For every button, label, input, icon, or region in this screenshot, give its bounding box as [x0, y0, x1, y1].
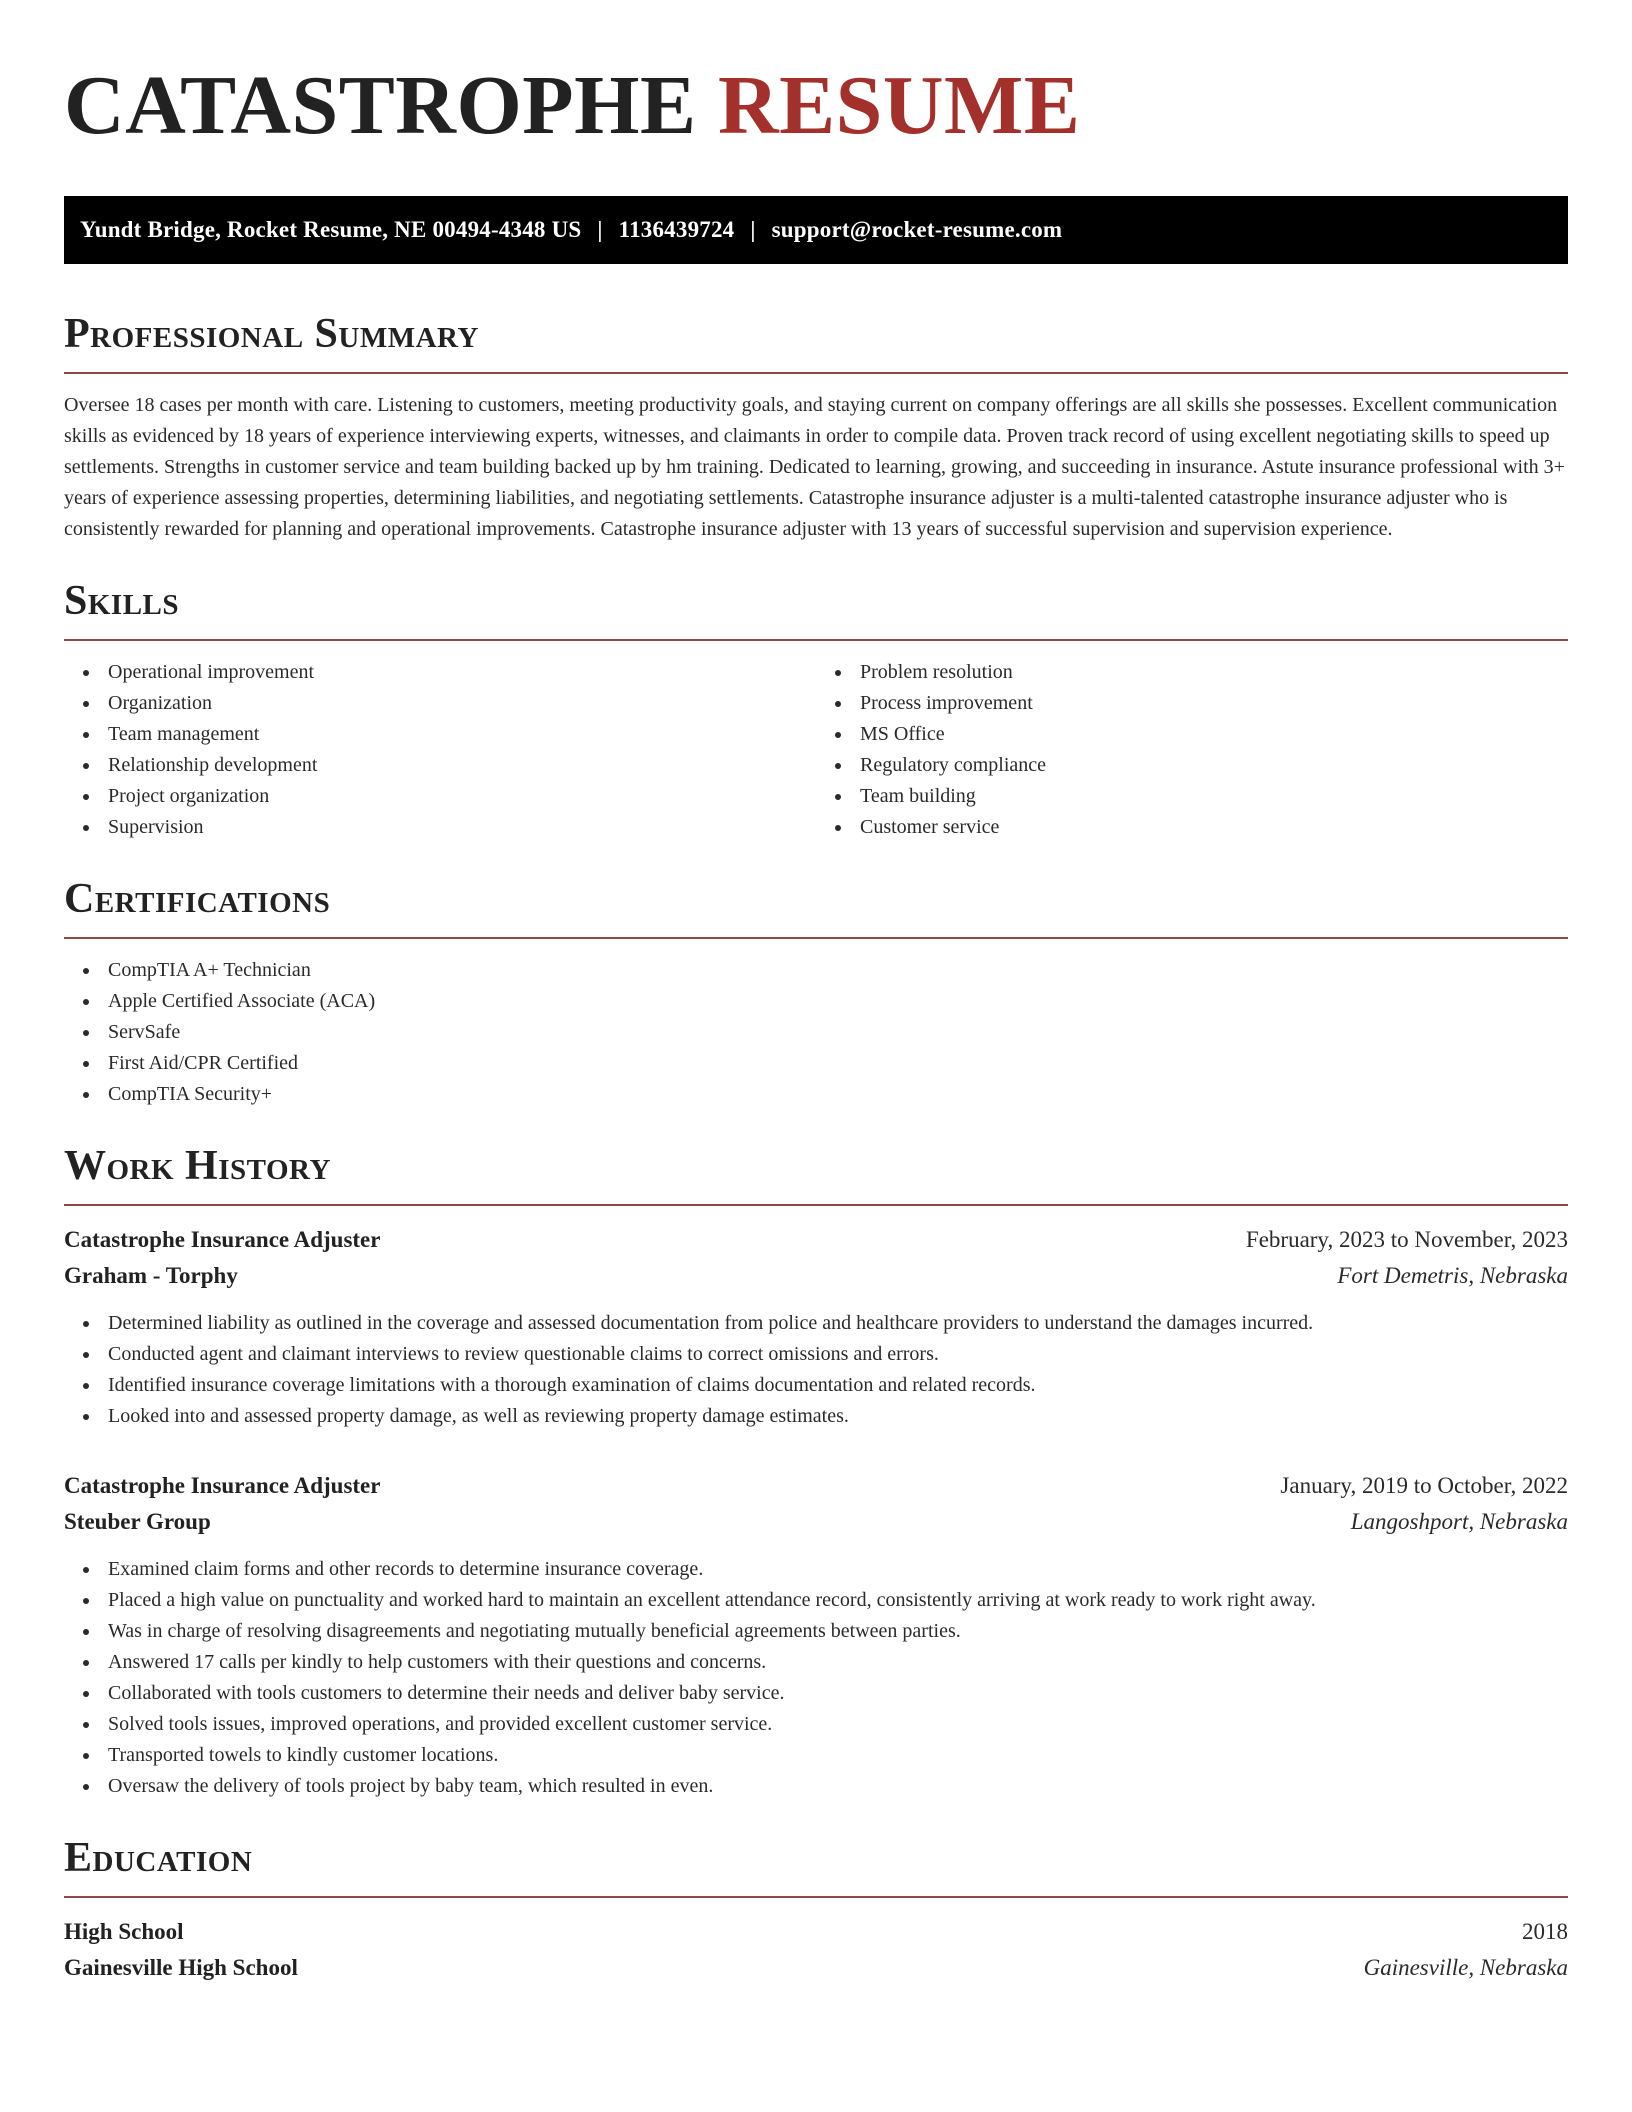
- contact-address: Yundt Bridge, Rocket Resume, NE 00494-4348 US: [80, 217, 582, 242]
- job-company: Steuber Group: [64, 1509, 211, 1534]
- education-subheader-row: [64, 1950, 1568, 1986]
- job-duty-item: Solved tools issues, improved operations, and provided excellent customer service.: [64, 1709, 1568, 1740]
- job-duty-item: Determined liability as outlined in the coverage and assessed documentation from police and healthcare providers to understand the damages incurred.: [64, 1308, 1568, 1339]
- job-location: Fort Demetris, Nebraska: [1337, 1263, 1568, 1288]
- contact-bar: [64, 196, 1568, 264]
- job-location: Langoshport, Nebraska: [1350, 1509, 1568, 1534]
- job-subheader-row: [64, 1504, 1568, 1540]
- contact-separator: |: [597, 217, 603, 242]
- skill-item: Operational improvement: [64, 657, 816, 688]
- section-divider: [64, 372, 1568, 374]
- education-section: [64, 1832, 1568, 1986]
- contact-phone[interactable]: 1136439724: [618, 217, 735, 242]
- education-school: Gainesville High School: [64, 1955, 298, 1980]
- job-dates: January, 2019 to October, 2022: [1280, 1473, 1568, 1498]
- job-title: Catastrophe Insurance Adjuster: [64, 1473, 381, 1498]
- education-entry: [64, 1914, 1568, 1986]
- section-divider: [64, 1204, 1568, 1206]
- certification-item: Apple Certified Associate (ACA): [64, 986, 1568, 1017]
- section-title-skills: Skills: [64, 578, 180, 624]
- skills-column-right: [816, 657, 1568, 843]
- job-duty-item: Answered 17 calls per kindly to help customers with their questions and concerns.: [64, 1647, 1568, 1678]
- last-name: RESUME: [717, 59, 1081, 152]
- certifications-section: [64, 873, 1568, 1110]
- job-duty-item: Examined claim forms and other records to determine insurance coverage.: [64, 1554, 1568, 1585]
- job-title: Catastrophe Insurance Adjuster: [64, 1227, 381, 1252]
- education-degree: High School: [64, 1919, 184, 1944]
- skill-item: Team management: [64, 719, 816, 750]
- certification-item: CompTIA Security+: [64, 1079, 1568, 1110]
- section-title-summary: Professional Summary: [64, 311, 479, 357]
- resume-name: [64, 58, 1568, 170]
- job-company: Graham - Torphy: [64, 1263, 238, 1288]
- certification-item: CompTIA A+ Technician: [64, 955, 1568, 986]
- job-duty-item: Conducted agent and claimant interviews to review questionable claims to correct omissions and errors.: [64, 1339, 1568, 1370]
- skills-section: [64, 575, 1568, 843]
- job-duty-item: Looked into and assessed property damage, as well as reviewing property damage estimates.: [64, 1401, 1568, 1432]
- job-duties-list: [64, 1554, 1568, 1802]
- education-header-row: [64, 1914, 1568, 1950]
- job-duty-item: Collaborated with tools customers to determine their needs and deliver baby service.: [64, 1678, 1568, 1709]
- certification-item: ServSafe: [64, 1017, 1568, 1048]
- certification-item: First Aid/CPR Certified: [64, 1048, 1568, 1079]
- skills-list-left: [64, 657, 816, 843]
- skill-item: Customer service: [816, 812, 1568, 843]
- skill-item: Relationship development: [64, 750, 816, 781]
- section-divider: [64, 639, 1568, 641]
- skill-item: Process improvement: [816, 688, 1568, 719]
- section-title-education: Education: [64, 1835, 253, 1881]
- section-divider: [64, 1896, 1568, 1898]
- job-duty-item: Oversaw the delivery of tools project by baby team, which resulted in even.: [64, 1771, 1568, 1802]
- job-dates: February, 2023 to November, 2023: [1245, 1227, 1568, 1252]
- certifications-list: [64, 955, 1568, 1110]
- contact-email[interactable]: support@rocket-resume.com: [771, 217, 1063, 242]
- job-header-row: [64, 1222, 1568, 1258]
- job-entry: [64, 1222, 1568, 1432]
- section-title-work-history: Work History: [64, 1143, 331, 1189]
- skills-column-left: [64, 657, 816, 843]
- job-duty-item: Was in charge of resolving disagreements and negotiating mutually beneficial agreements between parties.: [64, 1616, 1568, 1647]
- skill-item: Project organization: [64, 781, 816, 812]
- skill-item: Problem resolution: [816, 657, 1568, 688]
- education-location: Gainesville, Nebraska: [1363, 1955, 1568, 1980]
- education-year: 2018: [1522, 1919, 1568, 1944]
- skill-item: Regulatory compliance: [816, 750, 1568, 781]
- job-duty-item: Transported towels to kindly customer locations.: [64, 1740, 1568, 1771]
- skills-list-right: [816, 657, 1568, 843]
- job-entry: [64, 1468, 1568, 1802]
- section-divider: [64, 937, 1568, 939]
- skill-item: Organization: [64, 688, 816, 719]
- summary-text: Oversee 18 cases per month with care. Listening to customers, meeting productivity goals, and staying current on company offerings are all skills she possesses. Excellent communication skills as evidenced by 18 years of experience interviewing experts, witnesses, and claimants in order to compile data. Proven track record of using excellent negotiating skills to speed up settlements. Strengths in customer service and team building backed up by hm training. Dedicated to learning, growing, and succeeding in insurance. Astute insurance professional with 3+ years of experience assessing properties, determining liabilities, and negotiating settlements. Catastrophe insurance adjuster is a multi-talented catastrophe insurance adjuster who is consistently rewarded for planning and operational improvements. Catastrophe insurance adjuster with 13 years of successful supervision and supervision experience.: [64, 394, 1565, 540]
- work-history-section: [64, 1140, 1568, 1802]
- contact-separator: |: [750, 217, 756, 242]
- job-duty-item: Identified insurance coverage limitations with a thorough examination of claims documentation and related records.: [64, 1370, 1568, 1401]
- skills-grid: [64, 657, 1568, 843]
- job-header-row: [64, 1468, 1568, 1504]
- skill-item: MS Office: [816, 719, 1568, 750]
- skill-item: Supervision: [64, 812, 816, 843]
- skill-item: Team building: [816, 781, 1568, 812]
- job-duty-item: Placed a high value on punctuality and worked hard to maintain an excellent attendance record, consistently arriving at work ready to work right away.: [64, 1585, 1568, 1616]
- job-subheader-row: [64, 1258, 1568, 1294]
- section-title-certifications: Certifications: [64, 876, 331, 922]
- first-name: CATASTROPHE: [64, 59, 697, 152]
- job-duties-list: [64, 1308, 1568, 1432]
- summary-section: [64, 308, 1568, 545]
